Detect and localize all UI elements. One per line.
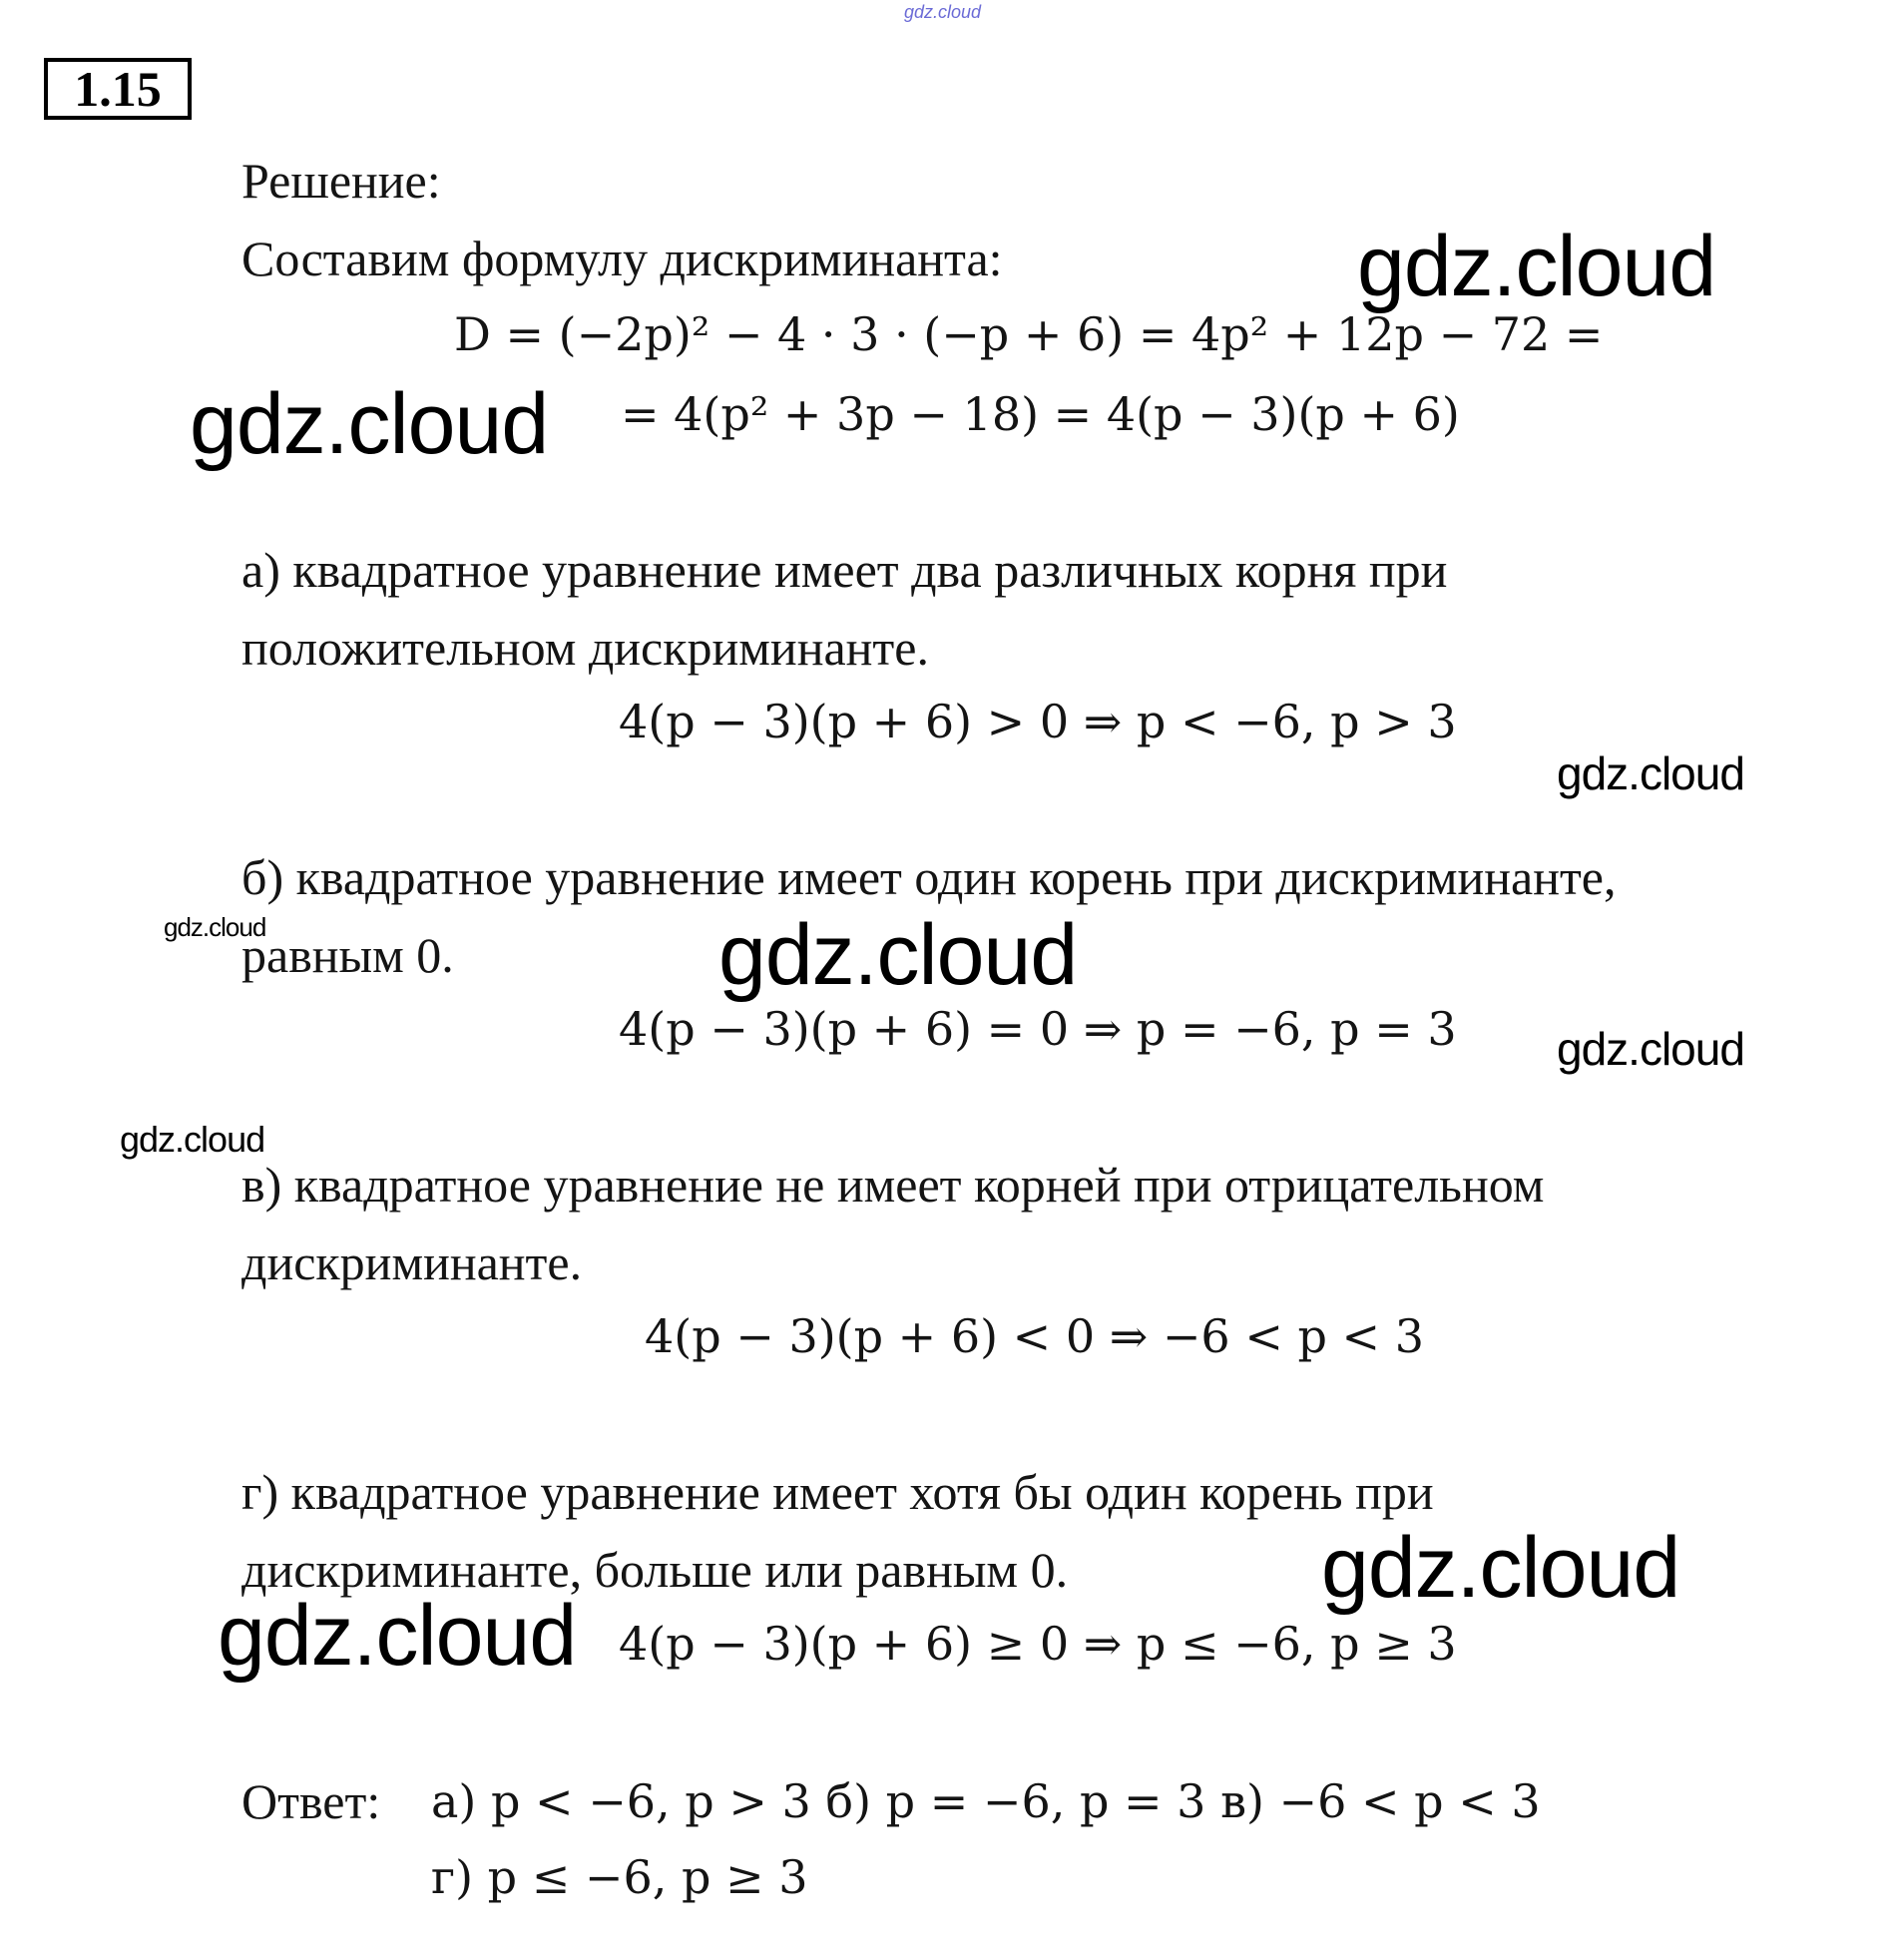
watermark: gdz.cloud — [164, 912, 266, 942]
solution-label: Решение: — [241, 153, 441, 209]
intro-text: Составим формулу дискриминанта: — [241, 231, 1003, 286]
formula-line-2: = 4(p² + 3p − 18) = 4(p − 3)(p + 6) — [621, 387, 1460, 441]
part-v-line-2: дискриминанте. — [241, 1234, 583, 1290]
part-a-line-1: а) квадратное уравнение имеет два различных корня при — [241, 542, 1448, 598]
part-b-line-1: б) квадратное уравнение имеет один корень при дискриминанте, — [241, 849, 1617, 905]
watermark: gdz.cloud — [1557, 747, 1744, 799]
watermark: gdz.cloud — [190, 376, 549, 472]
part-a-line-2: положительном дискриминанте. — [241, 620, 929, 676]
watermark: gdz.cloud — [120, 1119, 265, 1160]
problem-number: 1.15 — [44, 58, 192, 120]
part-b-line-2: равным 0. — [241, 927, 454, 983]
answer-label: Ответ: — [241, 1773, 381, 1829]
header-watermark: gdz.cloud — [904, 2, 982, 22]
part-g-math: 4(p − 3)(p + 6) ≥ 0 ⇒ p ≤ −6, p ≥ 3 — [619, 1617, 1457, 1671]
watermark: gdz.cloud — [1321, 1520, 1680, 1616]
part-a-math: 4(p − 3)(p + 6) > 0 ⇒ p < −6, p > 3 — [619, 695, 1457, 748]
watermark: gdz.cloud — [218, 1588, 577, 1684]
watermark: gdz.cloud — [718, 907, 1078, 1003]
part-b-math: 4(p − 3)(p + 6) = 0 ⇒ p = −6, p = 3 — [619, 1002, 1457, 1056]
formula-line-1: D = (−2p)² − 4 · 3 · (−p + 6) = 4p² + 12p − 72 = — [454, 307, 1604, 361]
answer-line-2: г) p ≤ −6, p ≥ 3 — [431, 1850, 808, 1904]
part-v-line-1: в) квадратное уравнение не имеет корней при отрицательном — [241, 1157, 1545, 1213]
part-v-math: 4(p − 3)(p + 6) < 0 ⇒ −6 < p < 3 — [645, 1309, 1424, 1363]
part-g-line-2: дискриминанте, больше или равным 0. — [241, 1542, 1069, 1598]
answer-line-1: а) p < −6, p > 3 б) p = −6, p = 3 в) −6 < p < 3 — [431, 1774, 1541, 1828]
watermark: gdz.cloud — [1557, 1023, 1744, 1075]
part-g-line-1: г) квадратное уравнение имеет хотя бы один корень при — [241, 1464, 1434, 1520]
watermark: gdz.cloud — [1357, 219, 1716, 314]
